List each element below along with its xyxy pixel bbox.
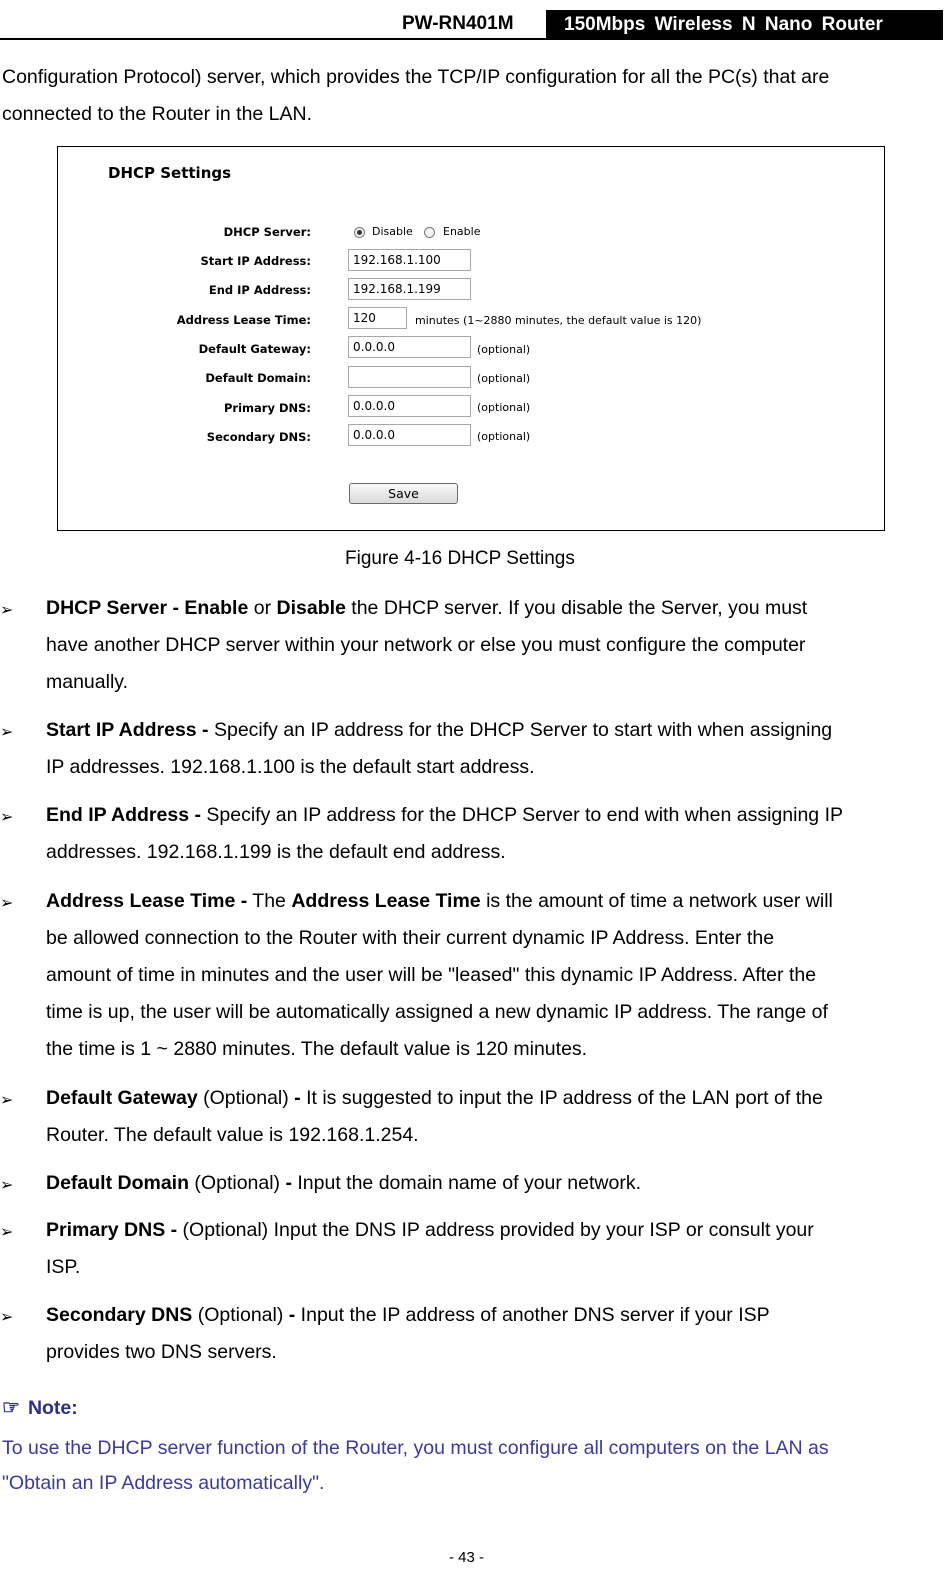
lease-time-input[interactable]: 120 <box>348 307 407 329</box>
start-ip-label: Start IP Address: <box>200 254 311 268</box>
intro-line-1: Configuration Protocol) server, which provides the TCP/IP configuration for all the PC(s) that are <box>2 66 830 88</box>
primary-dns-label: Primary DNS: <box>223 401 311 415</box>
bullet-arrow-icon: ➢ <box>0 1177 14 1194</box>
header-rule <box>0 38 546 40</box>
page-header <box>0 0 943 40</box>
dhcp-settings-figure <box>57 146 885 531</box>
enable-radio[interactable] <box>424 227 435 238</box>
secondary-dns-optional-hint: (optional) <box>477 430 531 443</box>
start-ip-input[interactable]: 192.168.1.100 <box>348 249 471 271</box>
list-item-primary-dns: Primary DNS - (Optional) Input the DNS IP address provided by your ISP or consult your ISP. <box>46 1219 814 1278</box>
list-item-start-ip: Start IP Address - Specify an IP address for the DHCP Server to start with when assigning IP addresses. 192.168.1.100 is the default start address. <box>46 719 833 778</box>
list-item-secondary-dns: Secondary DNS (Optional) - Input the IP address of another DNS server if your ISP provides two DNS servers. <box>46 1304 770 1363</box>
dhcp-server-label: DHCP Server: <box>223 225 311 239</box>
pointing-hand-icon: ☞ <box>2 1397 20 1419</box>
default-domain-label: Default Domain: <box>205 371 311 385</box>
lease-time-hint: minutes (1~2880 minutes, the default value is 120) <box>415 314 702 327</box>
figure-caption: Figure 4-16 DHCP Settings <box>345 548 575 569</box>
end-ip-label: End IP Address: <box>208 283 311 297</box>
bullet-arrow-icon: ➢ <box>0 1309 14 1326</box>
primary-dns-input[interactable]: 0.0.0.0 <box>348 395 471 417</box>
bullet-arrow-icon: ➢ <box>0 724 14 741</box>
default-gateway-label: Default Gateway: <box>198 342 311 356</box>
bullet-arrow-icon: ➢ <box>0 602 14 619</box>
disable-label: Disable <box>372 225 413 238</box>
bullet-arrow-icon: ➢ <box>0 1224 14 1241</box>
domain-optional-hint: (optional) <box>477 372 531 385</box>
note-text: To use the DHCP server function of the Router, you must configure all computers on the LAN as "Obtain an IP Address automatically". <box>2 1437 829 1494</box>
bullet-arrow-icon: ➢ <box>0 895 14 912</box>
default-domain-input[interactable] <box>348 366 471 388</box>
bullet-arrow-icon: ➢ <box>0 809 14 826</box>
list-item-dhcp-server: DHCP Server - Enable or Disable the DHCP server. If you disable the Server, you must have another DHCP server within your network or else you must configure the computer manually. <box>46 597 808 693</box>
primary-dns-optional-hint: (optional) <box>477 401 531 414</box>
save-button[interactable]: Save <box>349 483 458 504</box>
enable-label: Enable <box>443 225 481 238</box>
list-item-lease-time: Address Lease Time - The Address Lease Time is the amount of time a network user will be allowed connection to the Router with their current dynamic IP Address. Enter the amount of time in minutes and the user will be "leased" this dynamic IP Address. After the time is up, the user will be automatically assigned a new dynamic IP address. The range of the time is 1 ~ 2880 minutes. The default value is 120 minutes. <box>46 890 833 1060</box>
model-name: PW-RN401M <box>402 13 514 34</box>
list-item-default-domain: Default Domain (Optional) - Input the domain name of your network. <box>46 1172 641 1194</box>
product-title: 150Mbps Wireless N Nano Router <box>564 14 883 35</box>
lease-time-label: Address Lease Time: <box>176 313 311 327</box>
bullet-arrow-icon: ➢ <box>0 1092 14 1109</box>
disable-radio[interactable] <box>354 227 365 238</box>
default-gateway-input[interactable]: 0.0.0.0 <box>348 336 471 358</box>
gateway-optional-hint: (optional) <box>477 343 531 356</box>
note-label: Note: <box>27 1397 78 1419</box>
list-item-end-ip: End IP Address - Specify an IP address for the DHCP Server to end with when assigning IP addresses. 192.168.1.199 is the default end address. <box>46 804 843 863</box>
list-item-default-gateway: Default Gateway (Optional) - It is suggested to input the IP address of the LAN port of the Router. The default value is 192.168.1.254. <box>46 1087 823 1146</box>
note-heading <box>2 1395 78 1420</box>
end-ip-input[interactable]: 192.168.1.199 <box>348 278 471 300</box>
secondary-dns-label: Secondary DNS: <box>206 430 311 444</box>
figure-title: DHCP Settings <box>108 164 232 182</box>
page-number: - 43 - <box>449 1549 485 1566</box>
secondary-dns-input[interactable]: 0.0.0.0 <box>348 424 471 446</box>
intro-line-2: connected to the Router in the LAN. <box>2 103 313 125</box>
